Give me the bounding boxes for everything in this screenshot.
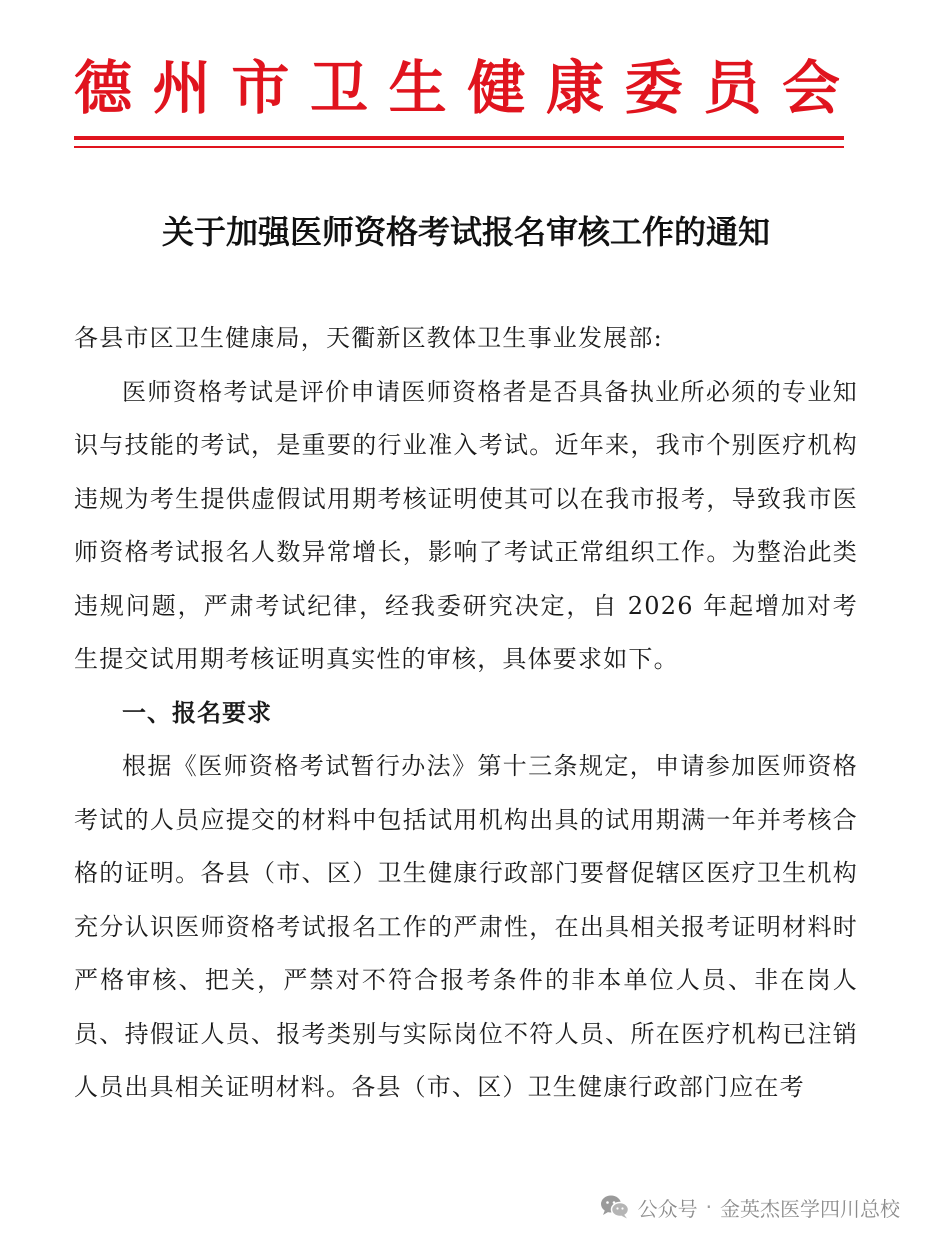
salutation: 各县市区卫生健康局，天衢新区教体卫生事业发展部: [74, 324, 663, 352]
document-body [74, 312, 858, 1115]
organization-header: 德州市卫生健康委员会 [74, 54, 844, 122]
header-rule-thick [74, 136, 844, 140]
section-paragraph-registration: 根据《医师资格考试暂行办法》第十三条规定，申请参加医师资格考试的人员应提交的材料中包括试用机构出具的试用期满一年并考核合格的证明。各县（市、区）卫生健康行政部门要督促辖区医疗卫生机构充分认识医师资格考试报名工作的严肃性，在出具相关报考证明材料时严格审核、把关，严禁对不符合报考条件的非本单位人员、非在岗人员、持假证人员、报考类别与实际岗位不符人员、所在医疗机构已注销人员出具相关证明材料。各县（市、区）卫生健康行政部门应在考 [74, 752, 858, 1101]
section-heading-registration: 一、报名要求 [122, 698, 272, 727]
watermark-separator: · [705, 1195, 712, 1219]
watermark-account: 金英杰医学四川总校 [720, 1196, 900, 1221]
wechat-watermark [596, 1190, 904, 1224]
watermark-label: 公众号 [637, 1196, 698, 1221]
document-title: 关于加强医师资格考试报名审核工作的通知 [161, 213, 770, 251]
header-rule-thin [74, 146, 844, 148]
intro-paragraph: 医师资格考试是评价申请医师资格者是否具备执业所必须的专业知识与技能的考试，是重要的行业准入考试。近年来，我市个别医疗机构违规为考生提供虚假试用期考核证明使其可以在我市报考，导致我市医师资格考试报名人数异常增长，影响了考试正常组织工作。为整治此类违规问题，严肃考试纪律，经我委研究决定，自 2026 年起增加对考生提交试用期考核证明真实性的审核，具体要求如下。 [74, 377, 858, 673]
wechat-icon [600, 1194, 630, 1220]
